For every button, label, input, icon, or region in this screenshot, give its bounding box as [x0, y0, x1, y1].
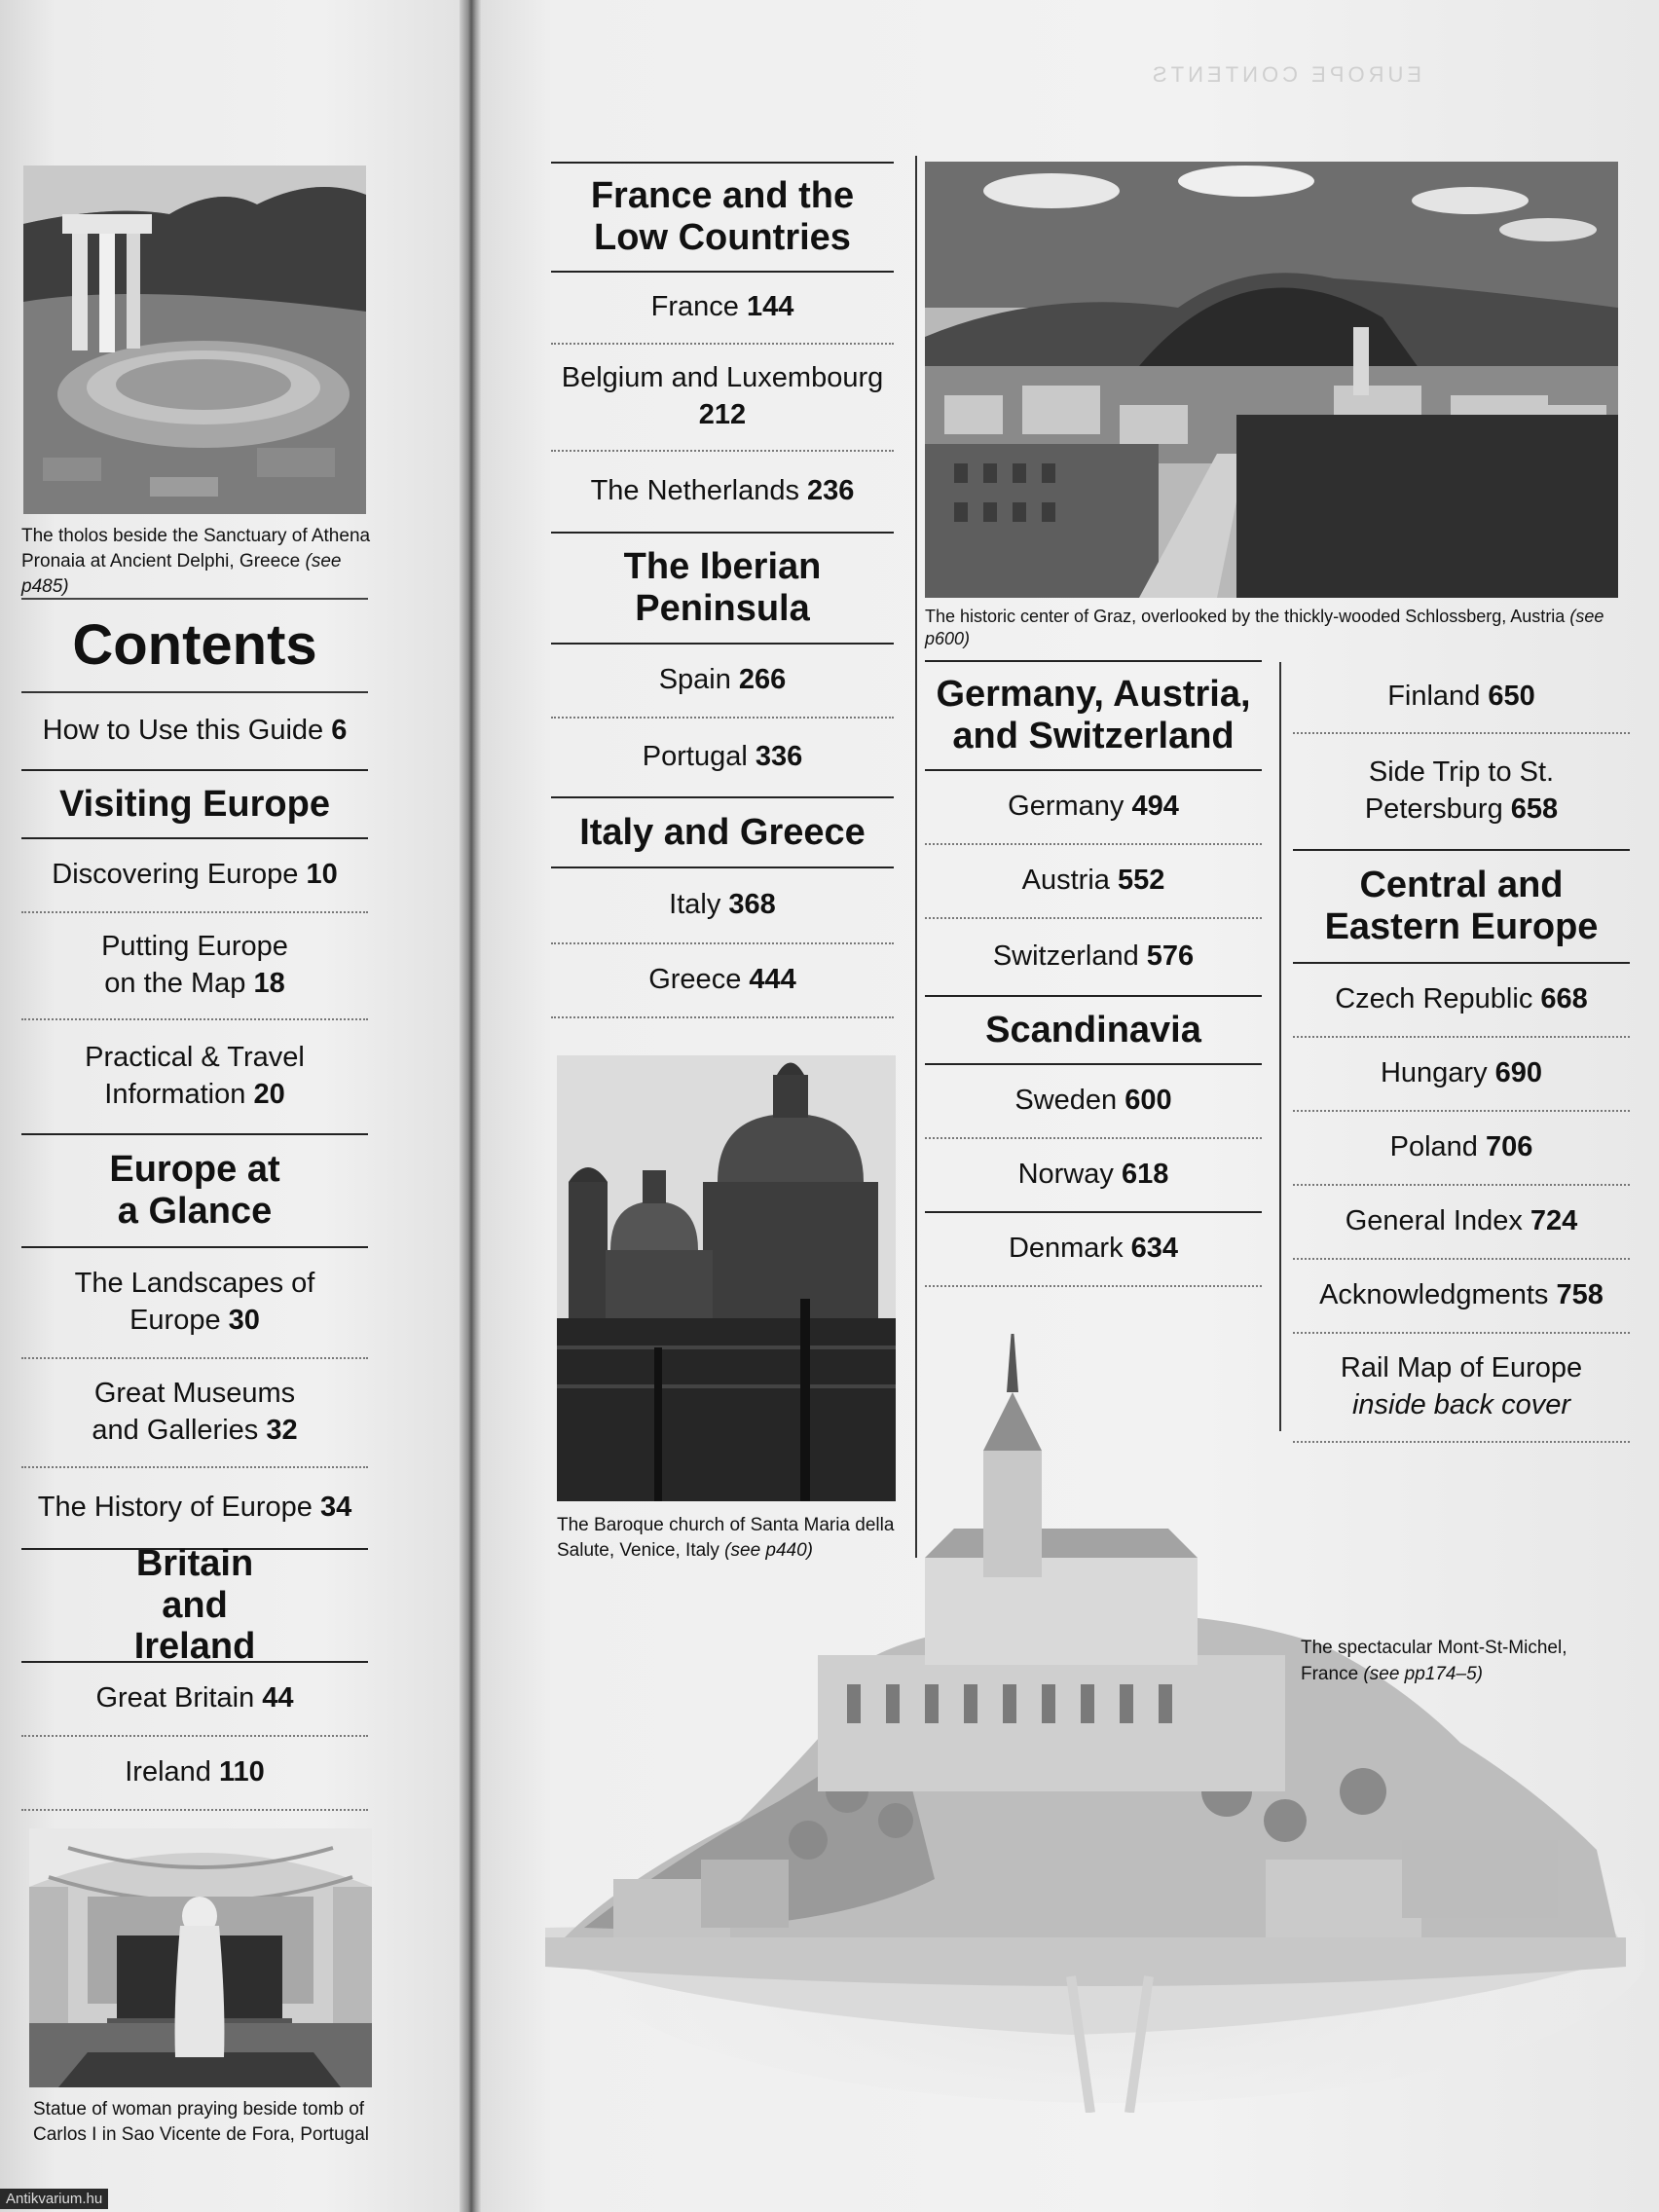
toc-item[interactable] [21, 1359, 368, 1468]
toc-page: 668 [1540, 983, 1588, 1015]
toc-label: Side Trip to St. Petersburg [1364, 756, 1555, 825]
toc-item[interactable] [21, 913, 368, 1020]
mont-caption-text: The spectacular Mont-St-Michel, France [1301, 1638, 1567, 1684]
toc-page: 6 [331, 715, 348, 747]
toc-page: 18 [253, 968, 285, 999]
toc-page: 110 [218, 1756, 265, 1788]
toc-label: Austria [1021, 865, 1110, 897]
toc-page: 634 [1130, 1233, 1179, 1265]
watermark: Antikvarium.hu [0, 2189, 108, 2209]
toc-item[interactable] [1293, 1260, 1630, 1334]
toc-page: 144 [746, 291, 794, 323]
toc-page: 20 [253, 1079, 285, 1110]
venice-caption-text: The Baroque church of Santa Maria della Salute, Venice, Italy [557, 1515, 895, 1562]
contents-title: Contents [21, 600, 368, 693]
toc-page: 724 [1530, 1205, 1578, 1237]
toc-label: Belgium and Luxembourg [561, 362, 884, 394]
toc-item[interactable] [21, 1248, 368, 1359]
toc-page: 236 [807, 475, 855, 507]
graz-photo [925, 162, 1618, 598]
contents-column-3 [1293, 662, 1630, 1443]
toc-page: 758 [1556, 1279, 1604, 1311]
toc-page: 266 [738, 664, 787, 696]
toc-page: 30 [228, 1305, 260, 1336]
toc-label: Italy [669, 889, 721, 921]
venice-caption-ref: (see p440) [724, 1540, 814, 1562]
toc-item[interactable] [551, 273, 894, 345]
toc-item[interactable] [925, 1213, 1262, 1287]
toc-label: Finland [1387, 681, 1481, 713]
toc-item[interactable] [1293, 734, 1630, 851]
toc-item[interactable] [1293, 662, 1630, 734]
toc-label: Discovering Europe [52, 859, 299, 891]
toc-item[interactable] [1293, 1112, 1630, 1186]
toc-label: The Netherlands [590, 475, 799, 507]
section-heading-germany-austria-switzerland: Germany, Austria, and Switzerland [925, 660, 1262, 771]
toc-page: 494 [1131, 791, 1179, 823]
section-heading-visiting-europe: Visiting Europe [21, 771, 368, 839]
toc-label: The Landscapes of Europe [74, 1268, 315, 1336]
toc-page: 44 [262, 1682, 294, 1714]
delphi-caption [21, 524, 372, 601]
rail-map-label: Rail Map of Europe [1340, 1352, 1583, 1384]
section-heading-iberian-peninsula: The Iberian Peninsula [551, 534, 894, 645]
toc-page: 650 [1488, 681, 1535, 713]
toc-item[interactable] [21, 839, 368, 913]
toc-page: 600 [1124, 1085, 1172, 1117]
toc-page: 336 [755, 741, 803, 773]
toc-label: Acknowledgments [1319, 1279, 1549, 1311]
toc-item[interactable] [21, 1468, 368, 1550]
toc-item[interactable] [21, 1663, 368, 1737]
delphi-caption-ref: (see p485) [21, 551, 342, 598]
section-heading-europe-at-a-glance: Europe at a Glance [21, 1135, 368, 1248]
toc-label: Hungary [1380, 1057, 1488, 1089]
mont-st-michel-illustration [526, 1334, 1645, 2113]
toc-item[interactable] [925, 1139, 1262, 1213]
running-header: EUROPE CONTENTS [1149, 62, 1422, 87]
section-heading-france-low-countries: France and the Low Countries [551, 162, 894, 273]
toc-page: 212 [698, 399, 747, 430]
delphi-tholos-photo [23, 166, 366, 514]
toc-page: 658 [1510, 793, 1559, 825]
toc-item[interactable] [925, 845, 1262, 919]
toc-page: 444 [749, 964, 796, 996]
toc-label: General Index [1345, 1205, 1523, 1237]
toc-page: 552 [1117, 865, 1165, 897]
tomb-caption-text: Statue of woman praying beside tomb of Carlos I in Sao Vicente de Fora, Portugal [33, 2099, 370, 2146]
toc-label: Poland [1389, 1131, 1478, 1163]
toc-label: Putting Europe on the Map [101, 931, 288, 999]
section-heading-italy-greece: Italy and Greece [551, 798, 894, 868]
delphi-caption-text: The tholos beside the Sanctuary of Athena Pronaia at Ancient Delphi, Greece [21, 526, 371, 572]
mont-caption-ref: (see pp174–5) [1363, 1663, 1483, 1684]
toc-item[interactable] [551, 345, 894, 452]
tomb-statue-photo [29, 1828, 372, 2087]
toc-label: Czech Republic [1335, 983, 1533, 1015]
toc-item-how-to[interactable] [21, 693, 368, 771]
toc-label: Great Museums and Galleries [92, 1378, 296, 1446]
toc-item[interactable] [551, 452, 894, 534]
toc-page: 576 [1146, 940, 1195, 973]
toc-page: 690 [1494, 1057, 1543, 1089]
toc-item[interactable] [925, 1065, 1262, 1139]
toc-page: 706 [1485, 1131, 1533, 1163]
toc-label: Sweden [1014, 1085, 1118, 1117]
tomb-caption [33, 2097, 374, 2148]
graz-caption-ref: (see p600) [925, 607, 1604, 649]
toc-page: 34 [319, 1492, 352, 1524]
toc-label: The History of Europe [37, 1492, 313, 1524]
section-heading-central-eastern-europe: Central and Eastern Europe [1293, 851, 1630, 964]
toc-item[interactable] [1293, 1186, 1630, 1260]
toc-page: 618 [1121, 1159, 1169, 1191]
mont-caption [1301, 1636, 1593, 1687]
contents-column-1 [551, 162, 894, 1018]
toc-label: Great Britain [95, 1682, 255, 1714]
toc-label: Spain [658, 664, 731, 696]
graz-caption [925, 606, 1626, 651]
contents-column-left [21, 598, 368, 1811]
toc-item[interactable] [21, 1020, 368, 1135]
toc-label: Germany [1008, 791, 1124, 823]
toc-page: 32 [266, 1415, 298, 1446]
toc-label: How to Use this Guide [42, 715, 324, 747]
toc-item[interactable] [925, 771, 1262, 845]
toc-item[interactable] [551, 719, 894, 798]
toc-item[interactable] [1293, 1038, 1630, 1112]
toc-label: Ireland [125, 1756, 211, 1788]
toc-page: 10 [306, 859, 338, 891]
section-heading-scandinavia: Scandinavia [925, 997, 1262, 1065]
toc-item[interactable] [925, 919, 1262, 997]
contents-column-2 [925, 660, 1262, 1287]
section-heading-britain-and-ireland: Britain and Ireland [21, 1550, 368, 1663]
toc-item[interactable] [551, 868, 894, 944]
toc-label: Norway [1017, 1159, 1114, 1191]
toc-item[interactable] [551, 944, 894, 1018]
toc-item[interactable] [1293, 964, 1630, 1038]
toc-label: Denmark [1008, 1233, 1124, 1265]
toc-item[interactable] [21, 1737, 368, 1811]
toc-label: Portugal [642, 741, 748, 773]
book-spine [460, 0, 481, 2212]
toc-page: 368 [728, 889, 776, 921]
toc-item[interactable] [551, 645, 894, 719]
column-divider [1279, 662, 1281, 1431]
toc-label: Practical & Travel Information [85, 1042, 305, 1110]
toc-label: France [650, 291, 739, 323]
toc-label: Greece [648, 964, 742, 996]
graz-caption-text: The historic center of Graz, overlooked by the thickly-wooded Schlossberg, Austria [925, 607, 1566, 626]
rail-map-sub: inside back cover [1351, 1389, 1571, 1420]
toc-label: Switzerland [992, 940, 1139, 973]
